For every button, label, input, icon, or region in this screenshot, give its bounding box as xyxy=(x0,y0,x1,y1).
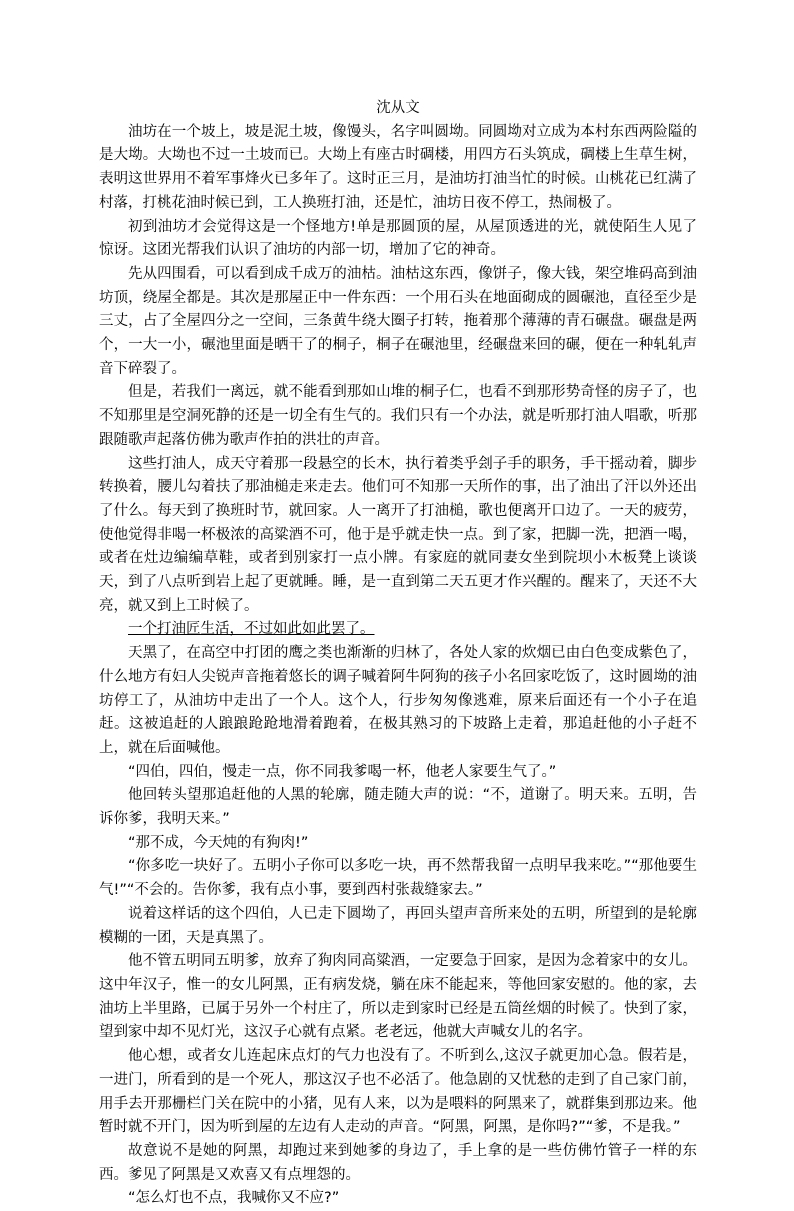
paragraph-1: 油坊在一个坡上，坡是泥土坡，像馒头，名字叫圆坳。同圆坳对立成为本村东西两险隘的是大坳。大坳也不过一土坡而已。大坳上有座古时碉楼，用四方石头筑成，碉楼上生草生树，表明这世界用不着军事烽火已多年了。这时正三月，是油坊打油当忙的时候。山桃花已红满了村落，打桃花油时候已到，工人换班打油，还是忙，油坊日夜不停工，热闹极了。 xyxy=(99,123,697,211)
paragraph-2: 初到油坊才会觉得这是一个怪地方!单是那圆顶的屋，从屋顶透进的光，就使陌生人见了惊讶。这团光帮我们认识了油坊的内部一切，增加了它的神奇。 xyxy=(99,218,697,259)
paragraph-14: 他心想，或者女儿连起床点灯的气力也没有了。不听到么,这汉子就更加心急。假若是，一进门，所看到的是一个死人，那这汉子也不必活了。他急剧的又忧愁的走到了自己家门前，用手去开那栅栏门关在院中的小猪，见有人来，以为是喂料的阿黑来了，就群集到那边来。他暂时就不开门，因为听到屋的左边有人走动的声音。“阿黑，阿黑，是你吗?”“爹，不是我。” xyxy=(99,1048,697,1136)
paragraph-12: 说着这样话的这个四伯，人已走下圆坳了，再回头望声音所来处的五明，所望到的是轮廓模糊的一团，天是真黑了。 xyxy=(99,905,697,946)
paragraph-15: 故意说不是她的阿黑，却跑过来到她爹的身边了，手上拿的是一些仿佛竹管子一样的东西。爹见了阿黑是又欢喜又有点埋怨的。 xyxy=(99,1142,697,1183)
underlined-sentence: 一个打油匠生活，不过如此如此罢了。 xyxy=(128,621,375,638)
paragraph-4: 但是，若我们一离远，就不能看到那如山堆的桐子仁，也看不到那形势奇怪的房子了，也不知那里是空洞死静的还是一切全有生气的。我们只有一个办法，就是听那打油人唱歌，听那跟随歌声起落仿佛为歌声作拍的洪壮的声音。 xyxy=(99,384,697,448)
document-page xyxy=(99,97,697,1211)
paragraph-6 xyxy=(99,618,697,642)
paragraph-3: 先从四围看，可以看到成千成万的油枯。油枯这东西，像饼子，像大钱，架空堆码高到油坊顶，绕屋全都是。其次是那屋正中一件东西：一个用石头在地面砌成的圆碾池，直径至少是三丈，占了全屋四分之一空间，三条黄牛绕大圈子打转，拖着那个薄薄的青石碾盘。碾盘是两个，一大一小，碾池里面是晒干了的桐子，桐子在碾池里，经碾盘来回的碾，便在一种轧轧声音下碎裂了。 xyxy=(99,265,697,377)
paragraph-13: 他不管五明同五明爹，放弃了狗肉同高粱酒，一定要急于回家，是因为念着家中的女儿。这中年汉子，惟一的女儿阿黑，正有病发烧，躺在床不能起来，等他回家安慰的。他的家，去油坊上半里路，已属于另外一个村庄了，所以走到家时已经是五筒丝烟的时候了。快到了家，望到家中却不见灯光，这汉子心就有点紧。老老远，他就大声喊女儿的名字。 xyxy=(99,953,697,1041)
paragraph-10: “那不成，今天炖的有狗肉!” xyxy=(128,834,309,851)
paragraph-11: “你多吃一块好了。五明小子你可以多吃一块，再不然帮我留一点明早我来吃。”“那他要生气!”“不会的。告你爹，我有点小事，要到西村张裁缝家去。” xyxy=(99,858,697,899)
paragraph-16: “怎么灯也不点，我喊你又不应?” xyxy=(128,1190,340,1207)
paragraph-7: 天黑了，在高空中打团的鹰之类也渐渐的归林了，各处人家的炊烟已由白色变成紫色了，什么地方有妇人尖锐声音拖着悠长的调子喊着阿牛阿狗的孩子小名回家吃饭了，这时圆坳的油坊停工了，从油坊中走出了一个人。这个人，行步匆匆像逃难，原来后面还有一个小子在追赶。这被追赶的人踉踉跄跄地滑着跑着，在极其熟习的下坡路上走着，那追赶他的小子赶不上，就在后面喊他。 xyxy=(99,645,697,756)
paragraph-8: “四伯，四伯，慢走一点，你不同我爹喝一杯，他老人家要生气了。” xyxy=(128,763,557,780)
author-name: 沈从文 xyxy=(376,100,420,116)
paragraph-9: 他回转头望那追赶他的人黑的轮廓，随走随大声的说：“不，道谢了。明天来。五明，告诉你爹，我明天来。” xyxy=(99,787,697,828)
paragraph-5: 这些打油人，成天守着那一段悬空的长木，执行着类乎刽子手的职务，手干摇动着，脚步转换着，腰儿勾着扶了那油槌走来走去。他们可不知那一天所作的事，出了油出了汗以外还出了什么。每天到了换班时节，就回家。人一离开了打油槌，歌也便离开口边了。一天的疲劳，使他觉得非喝一杯极浓的高粱酒不可，他于是乎就走快一点。到了家，把脚一洗，把酒一喝，或者在灶边编编草鞋，或者到别家打一点小牌。有家庭的就同妻女坐到院坝小木板凳上谈谈天，到了八点听到岩上起了更就睡。睡，是一直到第二天五更才作兴醒的。醒来了，天还不大亮，就又到上工时候了。 xyxy=(99,455,697,614)
